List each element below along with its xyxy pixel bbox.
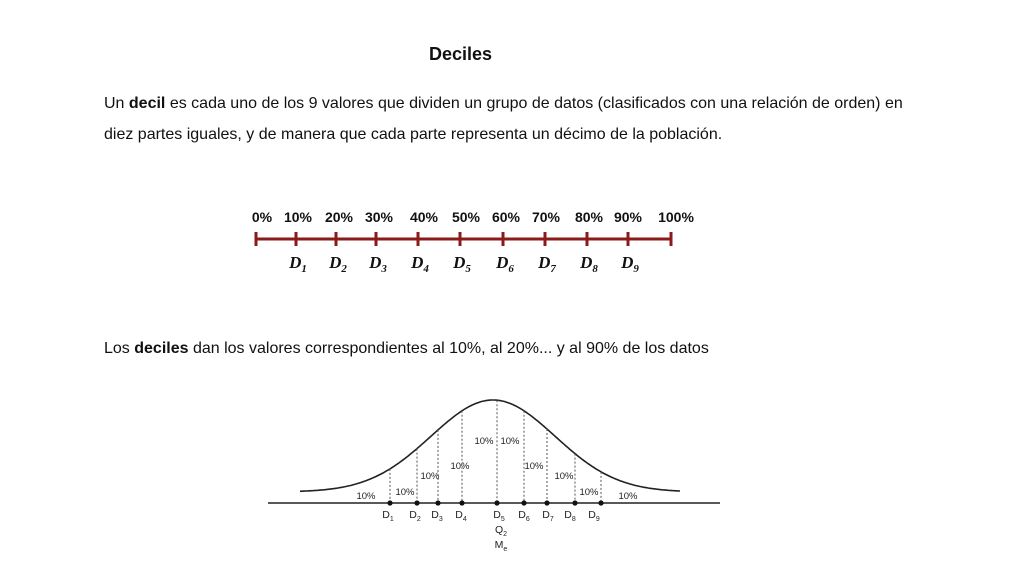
bell-decile-label: $D_3$ [431,509,443,523]
decile-point [572,500,577,505]
decile-point [459,500,464,505]
decile-label: $D_4$ [411,253,429,275]
percent-label: 90% [613,209,643,225]
segment-percent-label: 10% [450,461,470,472]
percent-label: 100% [658,209,694,225]
decile-label: $D_6$ [496,253,514,275]
segment-percent-label: 10% [420,471,440,482]
decile-label: $D_7$ [538,253,556,275]
deciles-text-rest: dan los valores correspondientes al 10%, al 20%... y al 90% de los datos [188,340,709,357]
bell-decile-label: $D_2$ [409,509,421,523]
decile-label: $D_2$ [329,253,347,275]
deciles-paragraph [104,338,924,360]
segment-percent-label: 10% [554,471,574,482]
percent-label: 50% [451,209,481,225]
bell-decile-label: $D_4$ [455,509,467,523]
decile-number-line [252,209,695,275]
segment-percent-label: 10% [579,487,599,498]
deciles-bold-term: deciles [134,340,189,357]
decile-point [598,500,603,505]
bell-decile-label: $D_5$ [493,509,505,523]
segment-percent-label: 10% [474,436,494,447]
intro-bold-term: decil [128,95,166,112]
intro-text-rest: es cada uno de los 9 valores que dividen un grupo de datos (clasificados con una relación de orden) en diez partes iguales, y de manera que cada parte representa un décimo de la población. [104,95,903,143]
decile-label: $D_5$ [453,253,471,275]
decile-label: $D_9$ [621,253,639,275]
percent-label: 80% [574,209,604,225]
percent-label: 70% [531,209,561,225]
segment-percent-label: 10% [395,487,415,498]
page-title: Deciles [429,44,493,64]
decile-label: $D_1$ [289,253,307,275]
decile-point [387,500,392,505]
intro-text-start: Un [104,95,129,112]
bell-decile-label: $D_1$ [382,509,394,523]
percent-label: 0% [251,209,273,225]
decile-point [521,500,526,505]
bell-decile-label: $D_8$ [564,509,576,523]
segment-percent-label: 10% [356,491,376,502]
segment-percent-label: 10% [500,436,520,447]
bell-decile-label: $D_9$ [588,509,600,523]
decile-label: $D_3$ [369,253,387,275]
decile-label: $D_8$ [580,253,598,275]
quartile-label: $Q_2$ [494,524,508,538]
segment-percent-label: 10% [524,461,544,472]
bell-decile-label: $D_6$ [518,509,530,523]
percent-label: 40% [409,209,439,225]
decile-point [435,500,440,505]
decile-point [414,500,419,505]
segment-percent-label: 10% [618,491,638,502]
decile-point [494,500,499,505]
deciles-text-start: Los [104,340,135,357]
median-label: $M_e$ [494,539,508,553]
percent-label: 60% [491,209,521,225]
percent-label: 10% [283,209,313,225]
decile-point [544,500,549,505]
bell-curve-figure [268,400,720,553]
bell-decile-label: $D_7$ [542,509,554,523]
percent-label: 20% [324,209,354,225]
percent-label: 30% [364,209,394,225]
